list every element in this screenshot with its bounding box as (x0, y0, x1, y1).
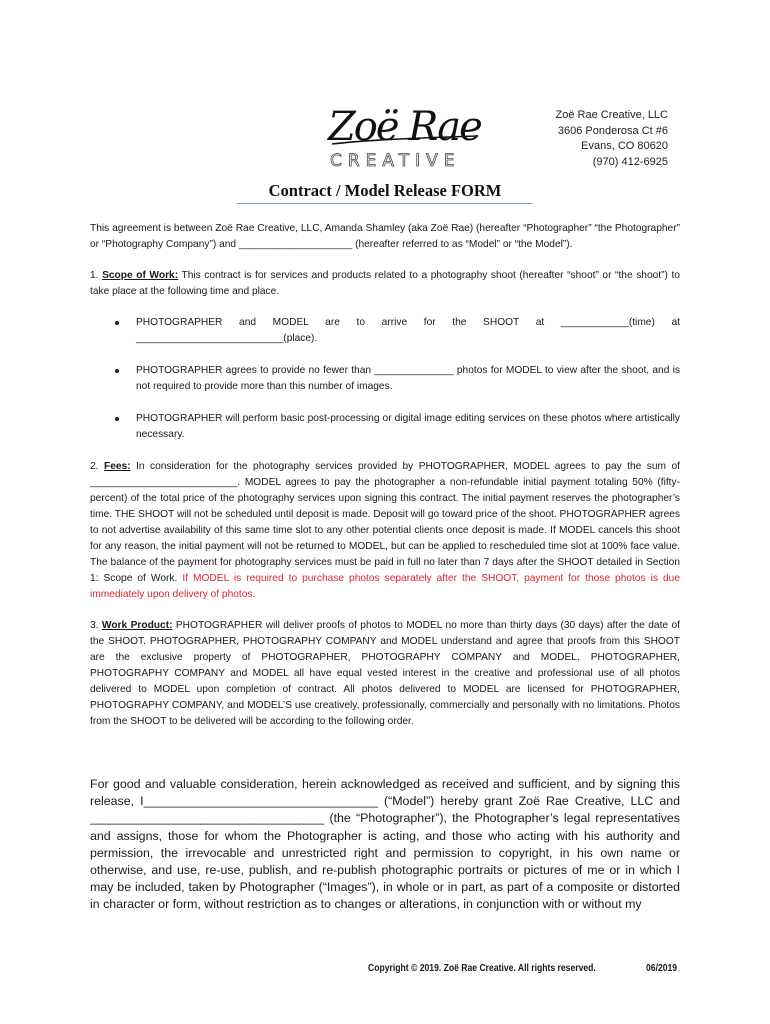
scope-paragraph (90, 268, 680, 300)
document-title: Contract / Model Release FORM (268, 181, 502, 200)
release-paragraph: For good and valuable consideration, herein acknowledged as received and sufficient, and by signing this release, I__________________________________ (“Model”) hereby grant Zoë Rae Creative, LLC and __________________________________ (the “Photographer”), the Photographer’s legal representatives and assigns, those for whom the Photographer is acting, and those who acting with his authority and permission, the irrevocable and unrestricted right and permission to copyright, in his own name or otherwise, and use, re-use, publish, and re-publish photographic portraits or pictures of me or in which I may be included, taken by Photographer (“Images”), in whole or in part, as part of a composite or distorted in character or form, without restriction as to changes or alterations, in conjunction with or without my (90, 777, 680, 912)
work-number: 3. (90, 620, 99, 631)
fees-heading: Fees: (103, 461, 131, 472)
contract-body (90, 221, 680, 745)
zoe-rae-creative-logo (326, 96, 486, 174)
scope-number: 1. (90, 270, 99, 281)
scope-bullet-editing: PHOTOGRAPHER will perform basic post-processing or digital image editing services on these photos where artistically necessary. (90, 411, 680, 443)
logo-sub-text: CREATIVE (330, 151, 461, 171)
fees-text: In consideration for the photography services provided by PHOTOGRAPHER, MODEL agrees to pay the sum of __________________________. MODEL agrees to pay the photographer a non-refundable initial payment totaling 50% (fifty-percent) of the total price of the photography services upon signing this contract. The initial payment reserves the photographer’s time. THE SHOOT will not be scheduled until deposit is made. Deposit will go toward price of the shoot. PHOTOGRAPHER agrees to not advertise availability of this same time slot to any other potential clients once deposit is made. If MODEL cancels this shoot for any reason, the initial payment will not be returned to MODEL, but can be applied to rescheduled time slot at 100% face value. The balance of the payment for photography services must be paid in full no later than 7 days after the SHOOT detailed in Section 1: Scope of Work. (90, 461, 680, 584)
company-name: Zoë Rae Creative, LLC (555, 109, 668, 121)
scope-bullet-list (90, 315, 680, 443)
company-address (556, 108, 669, 170)
scope-text: This contract is for services and products related to a photography shoot (hereafter “shoot” or “the shoot”) to take place at the following time and place. (90, 270, 680, 297)
work-text: PHOTOGRAPHER will deliver proofs of photos to MODEL no more than thirty days (30 days) after the date of the SHOOT. PHOTOGRAPHER, PHOTOGRAPHY COMPANY and MODEL understand and agree that proofs from this SHOOT are the exclusive property of PHOTOGRAPHER, PHOTOGRAPHY COMPANY and MODEL. PHOTOGRAPHER, PHOTOGRAPHY COMPANY and MODEL all have equal vested interest in the creative and professional use of all photos delivered to MODEL upon completion of contract. All photos delivered to MODEL are licensed for PHOTOGRAPHER, PHOTOGRAPHY COMPANY, and MODEL’S use creatively, professionally, commercially and personally with no limitations. Photos from the SHOOT to be delivered will be according to the following order. (90, 620, 680, 727)
fees-number: 2. (90, 461, 99, 472)
company-street: 3606 Ponderosa Ct #6 (557, 124, 668, 137)
footer-copyright: Copyright © 2019. Zoë Rae Creative. All rights reserved. (368, 963, 596, 974)
company-phone: (970) 412-6925 (592, 155, 668, 168)
scope-bullet-arrival: PHOTOGRAPHER and MODEL are to arrive for the SHOOT at ____________(time) at __________________________(place). (90, 315, 680, 347)
footer-date: 06/2019 (646, 963, 678, 974)
logo-script-text: Zoë Rae (328, 104, 481, 150)
fees-paragraph (90, 459, 680, 603)
fees-red-text: If MODEL is required to purchase photos separately after the SHOOT, payment for those photos is due immediately upon delivery of photos. (90, 573, 680, 600)
intro-paragraph: This agreement is between Zoë Rae Creative, LLC, Amanda Shamley (aka Zoë Rae) (hereafter “Photographer” “the Photographer” or “Photography Company”) and ____________________ (hereafter referred to as “Model” or “the Model”). (90, 223, 680, 250)
work-paragraph (90, 618, 680, 730)
release-section (90, 776, 680, 914)
company-city: Evans, CO 80620 (581, 140, 668, 152)
scope-heading: Scope of Work: (102, 270, 179, 281)
title-underline (237, 203, 533, 204)
work-heading: Work Product: (101, 620, 173, 631)
scope-bullet-photo-count: PHOTOGRAPHER agrees to provide no fewer than ______________ photos for MODEL to view after the shoot, and is not required to provide more than this number of images. (90, 363, 680, 395)
